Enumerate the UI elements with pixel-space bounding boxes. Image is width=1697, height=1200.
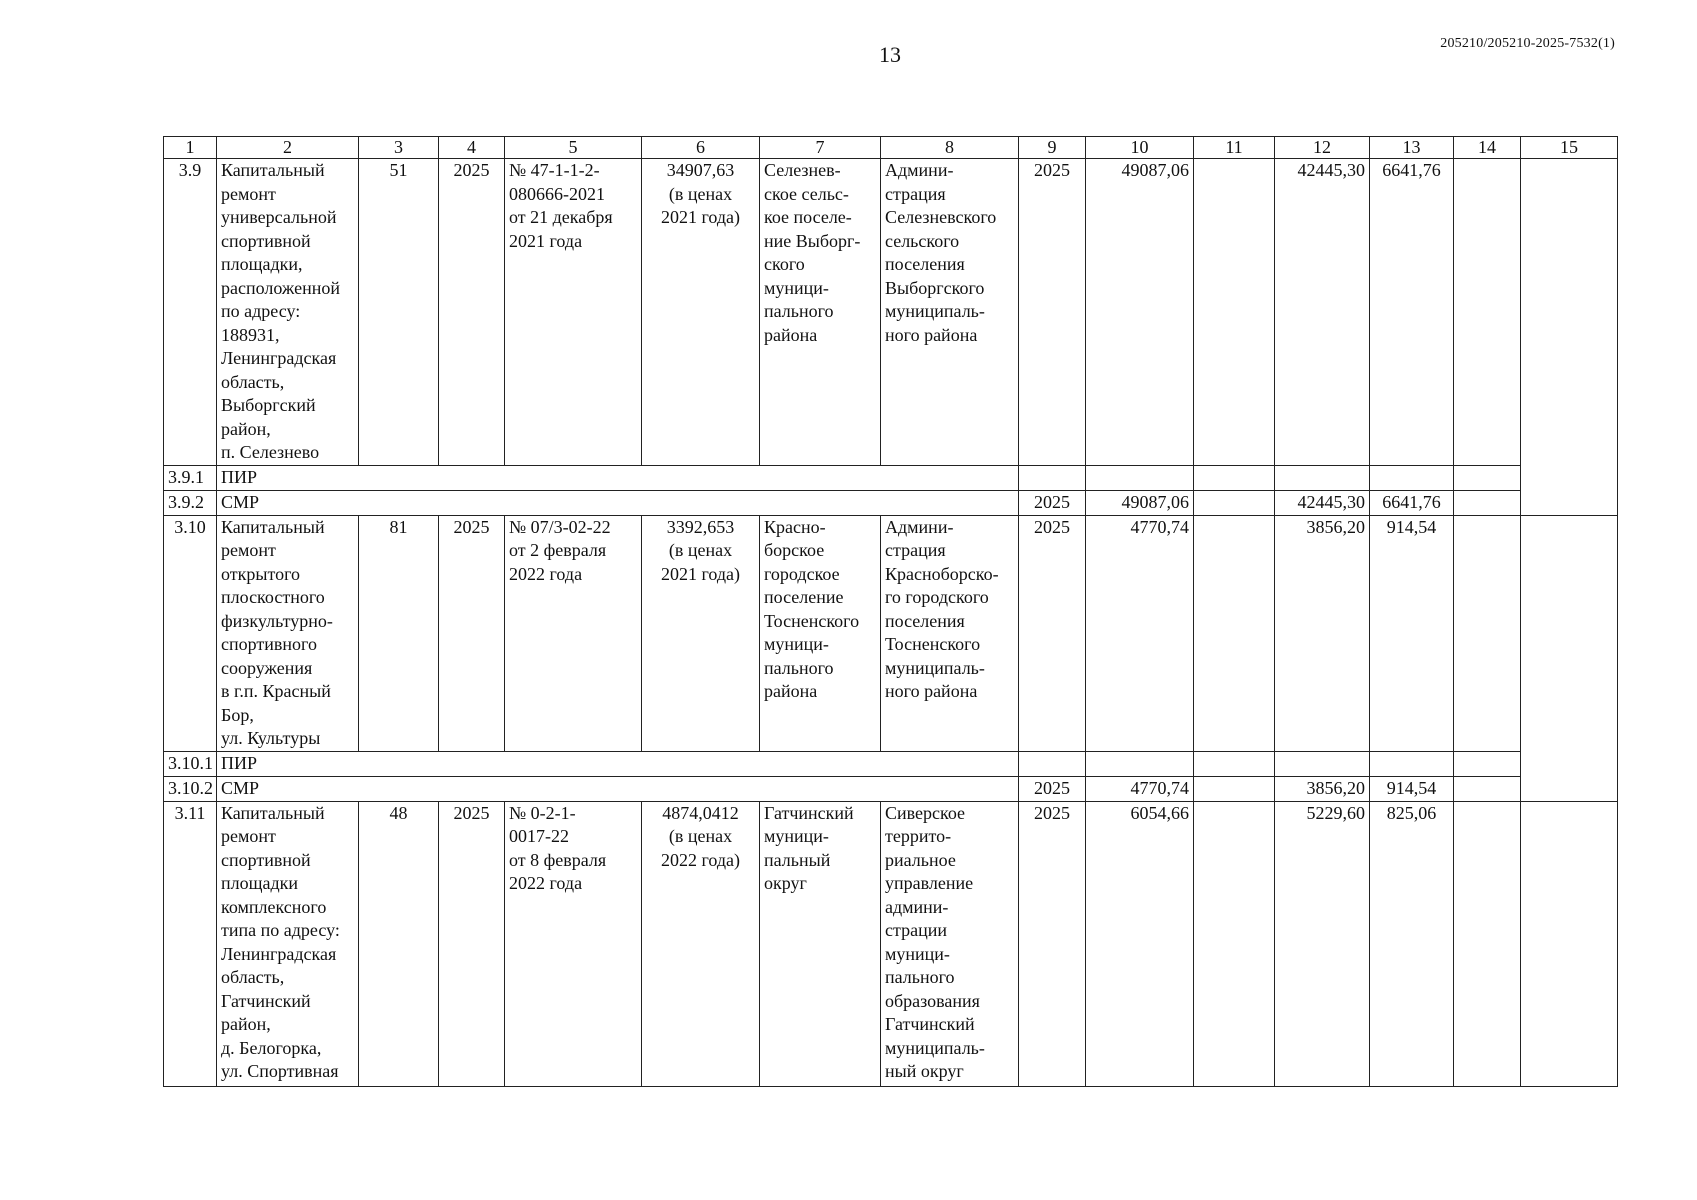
cell-col11	[1194, 801, 1275, 1086]
document-id: 205210/205210-2025-7532(1)	[1440, 36, 1615, 51]
cell-col7: Гатчинский муници- пальный округ	[760, 801, 881, 1086]
cell-col7: Красно- борское городское поселение Тосненского муници- пального района	[760, 515, 881, 751]
cell-col14	[1454, 490, 1521, 515]
table-row	[164, 159, 1618, 466]
object-name: Капитальный ремонт универсальной спортивной площадки, расположенной по адресу: 188931, Ленинградская область, Выборгский район, п. Селезнево	[217, 159, 359, 466]
cell-col9: 2025	[1019, 776, 1086, 801]
cell-col11	[1194, 465, 1275, 490]
header-cell: 8	[881, 137, 1019, 159]
cell-col10: 49087,06	[1086, 490, 1194, 515]
header-cell: 10	[1086, 137, 1194, 159]
cell-col5: № 0-2-1- 0017-22 от 8 февраля 2022 года	[505, 801, 642, 1086]
cell-col4: 2025	[439, 159, 505, 466]
cell-col3: 48	[359, 801, 439, 1086]
cell-col10: 4770,74	[1086, 515, 1194, 751]
item-number: 3.11	[164, 801, 217, 1086]
subitem-number: 3.9.1	[164, 465, 217, 490]
cell-col14	[1454, 515, 1521, 751]
cell-col11	[1194, 776, 1275, 801]
header-cell: 15	[1521, 137, 1618, 159]
cell-col10: 6054,66	[1086, 801, 1194, 1086]
subitem-label: СМР	[217, 490, 1019, 515]
header-cell: 3	[359, 137, 439, 159]
cell-col8: Админи- страция Селезневского сельского поселения Выборгского муниципаль- ного района	[881, 159, 1019, 466]
table-header-row	[164, 137, 1618, 159]
table-row	[164, 801, 1618, 1086]
page-number: 13	[879, 42, 901, 67]
cell-col7: Селезнев- ское сельс- кое поселе- ние Выборг- ского муници- пального района	[760, 159, 881, 466]
header-cell: 6	[642, 137, 760, 159]
table-row	[164, 515, 1618, 751]
cell-col8: Админи- страция Красноборско- го городского поселения Тосненского муниципаль- ного района	[881, 515, 1019, 751]
cell-col15	[1521, 801, 1618, 1086]
projects-table	[163, 136, 1618, 1087]
cell-col9: 2025	[1019, 801, 1086, 1086]
table-subrow	[164, 465, 1618, 490]
subitem-number: 3.9.2	[164, 490, 217, 515]
cell-col12: 5229,60	[1275, 801, 1370, 1086]
cell-col13: 914,54	[1370, 776, 1454, 801]
cell-col5: № 47-1-1-2- 080666-2021 от 21 декабря 2021 года	[505, 159, 642, 466]
subitem-label: ПИР	[217, 465, 1019, 490]
cell-col11	[1194, 515, 1275, 751]
cell-col13: 914,54	[1370, 515, 1454, 751]
cell-col15	[1521, 159, 1618, 516]
subitem-label: СМР	[217, 776, 1019, 801]
cell-col6: 34907,63 (в ценах 2021 года)	[642, 159, 760, 466]
cell-col12	[1275, 465, 1370, 490]
cell-col9: 2025	[1019, 515, 1086, 751]
cell-col6: 3392,653 (в ценах 2021 года)	[642, 515, 760, 751]
table-subrow	[164, 751, 1618, 776]
header-cell: 14	[1454, 137, 1521, 159]
cell-col11	[1194, 751, 1275, 776]
header-cell: 7	[760, 137, 881, 159]
subitem-number: 3.10.2	[164, 776, 217, 801]
table-subrow	[164, 490, 1618, 515]
object-name: Капитальный ремонт открытого плоскостного физкультурно- спортивного сооружения в г.п. Красный Бор, ул. Культуры	[217, 515, 359, 751]
cell-col5: № 07/3-02-22 от 2 февраля 2022 года	[505, 515, 642, 751]
cell-col4: 2025	[439, 515, 505, 751]
header-cell: 2	[217, 137, 359, 159]
cell-col11	[1194, 159, 1275, 466]
cell-col8: Сиверское террито- риальное управление админи- страции муници- пального образования Гатчинский муниципаль- ный округ	[881, 801, 1019, 1086]
header-cell: 4	[439, 137, 505, 159]
header-cell: 13	[1370, 137, 1454, 159]
item-number: 3.9	[164, 159, 217, 466]
cell-col12: 3856,20	[1275, 776, 1370, 801]
cell-col4: 2025	[439, 801, 505, 1086]
cell-col3: 81	[359, 515, 439, 751]
cell-col12	[1275, 751, 1370, 776]
cell-col14	[1454, 801, 1521, 1086]
cell-col13	[1370, 465, 1454, 490]
cell-col11	[1194, 490, 1275, 515]
header-cell: 11	[1194, 137, 1275, 159]
item-number: 3.10	[164, 515, 217, 751]
table-subrow	[164, 776, 1618, 801]
cell-col10	[1086, 751, 1194, 776]
cell-col15	[1521, 515, 1618, 801]
cell-col12: 42445,30	[1275, 490, 1370, 515]
cell-col9	[1019, 465, 1086, 490]
header-cell: 12	[1275, 137, 1370, 159]
header-cell: 5	[505, 137, 642, 159]
cell-col13: 6641,76	[1370, 490, 1454, 515]
cell-col9: 2025	[1019, 159, 1086, 466]
cell-col9: 2025	[1019, 490, 1086, 515]
header-cell: 9	[1019, 137, 1086, 159]
cell-col6: 4874,0412 (в ценах 2022 года)	[642, 801, 760, 1086]
cell-col12: 42445,30	[1275, 159, 1370, 466]
cell-col13	[1370, 751, 1454, 776]
subitem-number: 3.10.1	[164, 751, 217, 776]
header-cell: 1	[164, 137, 217, 159]
cell-col14	[1454, 751, 1521, 776]
cell-col14	[1454, 159, 1521, 466]
subitem-label: ПИР	[217, 751, 1019, 776]
object-name: Капитальный ремонт спортивной площадки комплексного типа по адресу: Ленинградская область, Гатчинский район, д. Белогорка, ул. Спортивная	[217, 801, 359, 1086]
cell-col10: 49087,06	[1086, 159, 1194, 466]
cell-col10: 4770,74	[1086, 776, 1194, 801]
cell-col13: 825,06	[1370, 801, 1454, 1086]
cell-col3: 51	[359, 159, 439, 466]
cell-col12: 3856,20	[1275, 515, 1370, 751]
cell-col10	[1086, 465, 1194, 490]
cell-col9	[1019, 751, 1086, 776]
cell-col14	[1454, 465, 1521, 490]
cell-col13: 6641,76	[1370, 159, 1454, 466]
cell-col14	[1454, 776, 1521, 801]
